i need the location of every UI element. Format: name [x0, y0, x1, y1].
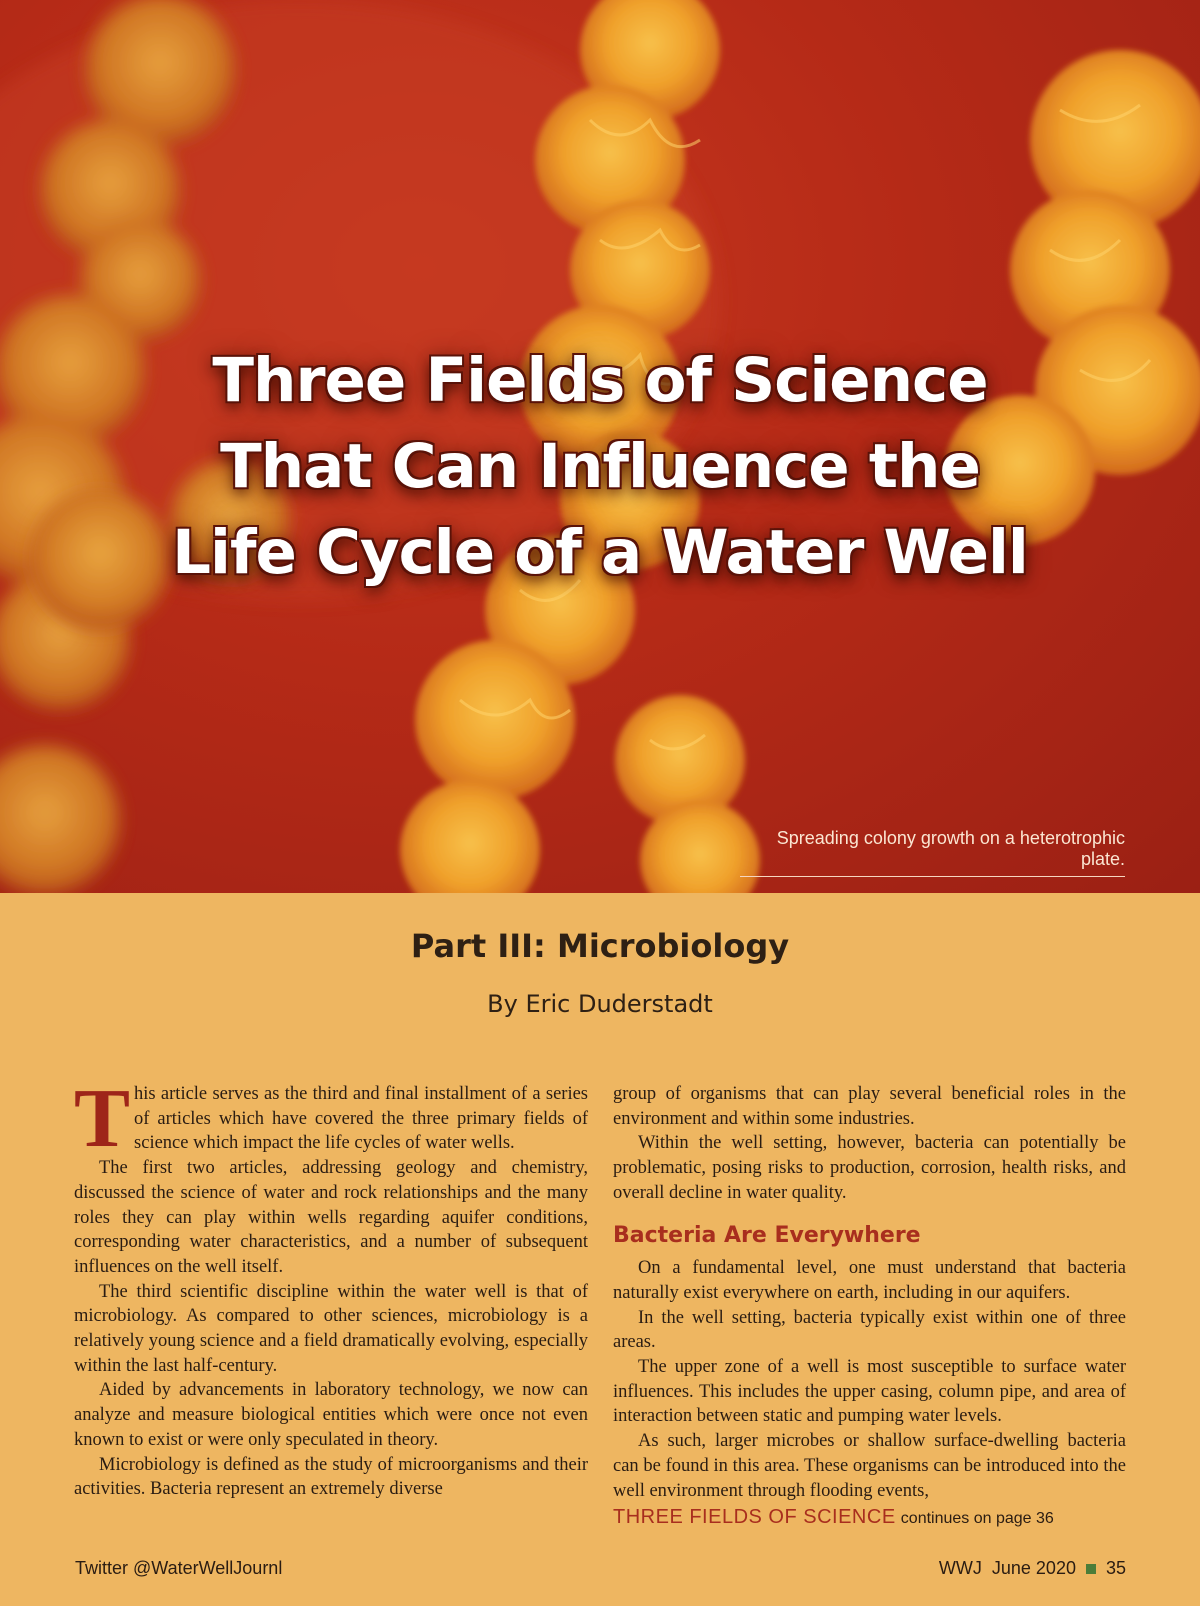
- page-number: 35: [1105, 1558, 1126, 1578]
- paragraph: Microbiology is defined as the study of microorganisms and their activities. Bacteria represent an extremely diverse: [74, 1454, 588, 1500]
- section-heading: Bacteria Are Everywhere: [613, 1222, 921, 1248]
- square-bullet-icon: [1086, 1564, 1096, 1574]
- photo-caption: Spreading colony growth on a heterotrophic plate.: [740, 828, 1125, 877]
- footer-folio: [939, 1558, 1126, 1579]
- article-title: [0, 338, 1200, 596]
- title-line-2: That Can Influence the: [220, 431, 980, 502]
- drop-cap: T: [74, 1072, 131, 1165]
- paragraph: group of organisms that can play several beneficial roles in the environment and within some industries.: [613, 1084, 1126, 1129]
- continued-page: continues on page 36: [900, 1510, 1054, 1528]
- left-column: [74, 1072, 588, 1502]
- title-line-3: Life Cycle of a Water Well: [172, 517, 1028, 588]
- continued-key: THREE FIELDS OF SCIENCE: [613, 1506, 896, 1529]
- paragraph: Aided by advancements in laboratory technology, we now can analyze and measure biological entities which were once not even known to exist or were only speculated in theory.: [74, 1380, 588, 1450]
- publication-name: WWJ: [938, 1558, 982, 1578]
- paragraph: On a fundamental level, one must understand that bacteria naturally exist everywhere on earth, including in our aquifers.: [613, 1258, 1126, 1303]
- continued-link[interactable]: [613, 1505, 1126, 1532]
- footer-twitter[interactable]: Twitter @WaterWellJournl: [75, 1558, 283, 1578]
- paragraph: The upper zone of a well is most susceptible to surface water influences. This includes the upper casing, column pipe, and area of interaction between static and pumping water levels.: [613, 1357, 1126, 1427]
- paragraph: The third scientific discipline within the water well is that of microbiology. As compared to other sciences, microbiology is a relatively young science and a field dramatically evolving, especially within the last half-century.: [74, 1281, 588, 1376]
- paragraph: This article serves as the third and final installment of a series of articles which have covered the three primary fields of science which impact the life cycles of water wells.: [74, 1072, 588, 1165]
- title-line-1: Three Fields of Science: [212, 345, 988, 416]
- right-column: [613, 1082, 1126, 1532]
- paragraph: As such, larger microbes or shallow surface-dwelling bacteria can be found in this area. These organisms can be introduced into the well environment through flooding events,: [613, 1431, 1126, 1501]
- paragraph: Within the well setting, however, bacteria can potentially be problematic, posing risks to production, corrosion, health risks, and overall decline in water quality.: [613, 1133, 1126, 1203]
- paragraph: The first two articles, addressing geology and chemistry, discussed the science of water and rock relationships and the many roles they can play within wells regarding aquifer conditions, corresponding water characteristics, and a number of subsequent influences on the well itself.: [74, 1158, 588, 1277]
- byline: By Eric Duderstadt: [487, 990, 713, 1018]
- part-title: Part III: Microbiology: [410, 927, 790, 965]
- paragraph: In the well setting, bacteria typically exist within one of three areas.: [613, 1307, 1126, 1353]
- issue-date: June 2020: [991, 1558, 1076, 1578]
